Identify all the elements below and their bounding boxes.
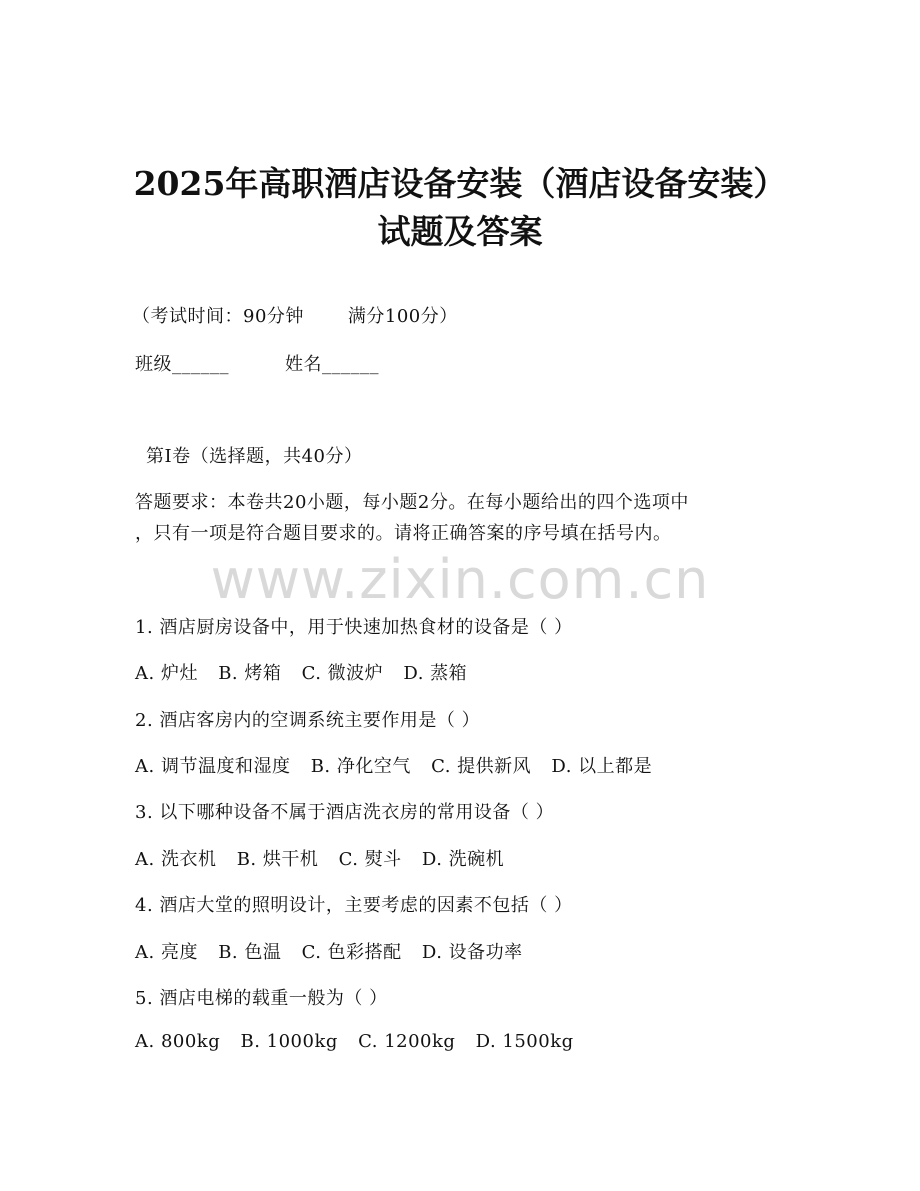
option-d: D. 设备功率 [421,942,523,963]
document-title-line-2: 试题及答案 [377,212,543,251]
option-a: A. 炉灶 [135,663,198,684]
class-field: 班级______ [135,354,229,375]
exam-time: （考试时间：90分钟 [132,306,304,327]
option-a: A. 800kg [135,1031,221,1052]
option-a: A. 调节温度和湿度 [135,756,291,777]
option-b: B. 净化空气 [310,756,411,777]
question-1: 1. 酒店厨房设备中，用于快速加热食材的设备是（ ） [135,617,573,638]
section-heading: 第I卷（选择题，共40分） [146,446,363,467]
option-d: D. 1500kg [475,1031,574,1052]
question-2-options [135,752,666,778]
question-3-options [135,845,518,871]
option-d: D. 洗碗机 [421,849,505,870]
question-4: 4. 酒店大堂的照明设计，主要考虑的因素不包括（ ） [135,895,573,916]
option-b: B. 色温 [218,942,282,963]
option-c: C. 微波炉 [301,663,384,684]
question-5-options [135,1031,588,1052]
option-b: B. 烘干机 [236,849,319,870]
option-d: D. 蒸箱 [403,663,468,684]
option-c: C. 提供新风 [431,756,532,777]
document-title-line-1: 2025年高职酒店设备安装（酒店设备安装） [133,164,787,203]
option-c: C. 色彩搭配 [301,942,402,963]
option-b: B. 1000kg [240,1031,338,1052]
option-c: C. 熨斗 [338,849,402,870]
question-2: 2. 酒店客房内的空调系统主要作用是（ ） [135,710,481,731]
option-c: C. 1200kg [358,1031,456,1052]
instruction-line-2: ，只有一项是符合题目要求的。请将正确答案的序号填在括号内。 [135,523,672,544]
watermark: www.zixin.com.cn [210,548,710,611]
option-a: A. 亮度 [135,942,198,963]
name-field: 姓名______ [285,354,379,375]
exam-info [132,302,458,328]
question-5: 5. 酒店电梯的载重一般为（ ） [135,988,388,1009]
option-b: B. 烤箱 [218,663,282,684]
question-3: 3. 以下哪种设备不属于酒店洗衣房的常用设备（ ） [135,802,555,823]
option-a: A. 洗衣机 [135,849,217,870]
student-info [135,350,379,376]
question-4-options [135,938,537,964]
option-d: D. 以上都是 [551,756,653,777]
instruction-line-1: 答题要求：本卷共20小题，每小题2分。在每小题给出的四个选项中 [135,492,689,513]
question-1-options [135,659,481,685]
exam-full-score: 满分100分） [347,306,458,327]
